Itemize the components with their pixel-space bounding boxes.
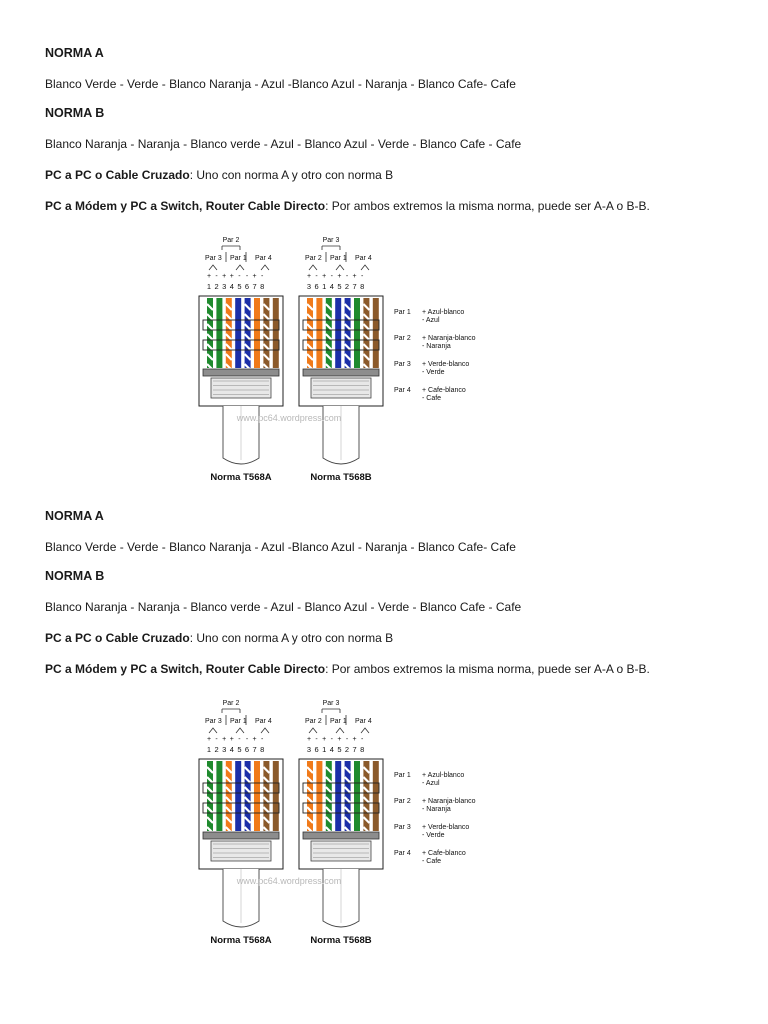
polarity-sign: + [222, 273, 227, 280]
wire-solid [273, 298, 279, 368]
polarity-sign: - [215, 736, 218, 743]
polarity-sign: + [222, 736, 227, 743]
polarity-sign: + [252, 273, 257, 280]
polarity-sign: + [322, 736, 327, 743]
pin-number: 4 [329, 282, 334, 291]
crimp-bar [203, 369, 279, 376]
pair-mid-label: Par 1 [330, 718, 347, 725]
polarity-sign: + [206, 273, 212, 280]
rj45-diagram [195, 691, 495, 958]
legend-minus: - Naranja [422, 806, 451, 813]
pair-caret [236, 265, 244, 270]
standard-caption: Norma T568A [210, 935, 272, 946]
legend-minus: - Cafe [422, 395, 442, 402]
wire-solid [316, 298, 322, 368]
polarity-sign: - [315, 273, 318, 280]
pair-top-bracket [222, 246, 240, 250]
norma-a-heading: NORMA A [45, 509, 104, 523]
wire-solid [235, 298, 241, 368]
polarity-sign: - [261, 736, 264, 743]
norma-b-heading: NORMA B [45, 106, 105, 120]
pin-number: 5 [337, 282, 342, 291]
polarity-sign: + [229, 273, 234, 280]
wire-solid [254, 298, 260, 368]
norma-b-text: Blanco Naranja - Naranja - Blanco verde - Azul - Blanco Azul - Verde - Blanco Cafe - Cafe [45, 137, 522, 151]
wire-solid [216, 761, 222, 831]
pair-caret [261, 728, 269, 733]
norma-b-text: Blanco Naranja - Naranja - Blanco verde - Azul - Blanco Azul - Verde - Blanco Cafe - Cafe [45, 600, 522, 614]
pair-mid-label: Par 1 [330, 255, 347, 262]
pin-number: 4 [229, 745, 234, 754]
polarity-sign: - [245, 736, 249, 743]
legend-minus: - Azul [422, 317, 440, 324]
pair-left-label: Par 3 [205, 718, 222, 725]
cruzado-paragraph [45, 168, 393, 183]
legend-minus: - Naranja [422, 343, 451, 350]
legend-plus: + Azul-blanco [422, 309, 465, 316]
pair-top-bracket [322, 246, 340, 250]
pin-number: 7 [252, 745, 257, 754]
pin-number: 2 [344, 745, 350, 754]
polarity-sign: + [229, 736, 234, 743]
t568b-connector [299, 237, 383, 483]
directo-paragraph [45, 662, 650, 677]
pair-top-bracket [322, 709, 340, 713]
polarity-sign: - [345, 273, 349, 280]
cruzado-label: PC a PC o Cable Cruzado [45, 631, 190, 645]
wire-solid [235, 761, 241, 831]
polarity-sign: + [252, 736, 257, 743]
pair-caret [209, 728, 217, 733]
pair-caret [309, 728, 317, 733]
pin-number: 1 [206, 282, 212, 291]
wire-solid [335, 298, 341, 368]
pin-number: 8 [260, 745, 265, 754]
crimp-bar [303, 369, 379, 376]
legend-pair: Par 1 [394, 772, 411, 779]
directo-label: PC a Módem y PC a Switch, Router Cable Directo [45, 662, 326, 676]
polarity-sign: + [322, 273, 327, 280]
pair-right-label: Par 4 [255, 718, 272, 725]
norma-a-heading: NORMA A [45, 46, 104, 60]
pair-mid-label: Par 1 [230, 255, 247, 262]
directo-text: : Por ambos extremos la misma norma, puede ser A-A o B-B. [325, 662, 650, 676]
rj45-svg [195, 228, 495, 490]
pair-caret [309, 265, 317, 270]
legend-pair: Par 1 [394, 309, 411, 316]
polarity-sign: - [361, 736, 364, 743]
polarity-sign: - [238, 736, 241, 743]
pin-number: 2 [214, 282, 219, 291]
directo-text: : Por ambos extremos la misma norma, puede ser A-A o B-B. [325, 199, 650, 213]
legend-plus: + Azul-blanco [422, 772, 465, 779]
pin-number: 2 [344, 282, 350, 291]
pin-number: 6 [244, 745, 250, 754]
pin-number: 3 [306, 745, 312, 754]
polarity-sign: + [206, 736, 212, 743]
pin-number: 6 [314, 282, 319, 291]
legend-minus: - Verde [422, 832, 445, 839]
wire-solid [316, 761, 322, 831]
legend-pair: Par 2 [394, 798, 411, 805]
cruzado-text: : Uno con norma A y otro con norma B [189, 631, 394, 645]
pin-number: 1 [206, 745, 212, 754]
pair-caret [209, 265, 217, 270]
pin-number: 7 [352, 282, 357, 291]
pin-number: 3 [306, 282, 312, 291]
pin-number: 5 [237, 282, 242, 291]
polarity-sign: - [245, 273, 249, 280]
legend-plus: + Verde-blanco [422, 824, 470, 831]
t568a-connector [199, 700, 283, 946]
pair-right-label: Par 4 [255, 255, 272, 262]
pin-number: 5 [237, 745, 242, 754]
legend-plus: + Cafe-blanco [422, 850, 466, 857]
pin-number: 1 [322, 745, 327, 754]
pin-number: 1 [322, 282, 327, 291]
pair-caret [361, 728, 369, 733]
pin-number: 3 [222, 282, 227, 291]
standard-caption: Norma T568A [210, 472, 272, 483]
pair-caret [261, 265, 269, 270]
pin-number: 6 [314, 745, 319, 754]
pair-right-label: Par 4 [355, 255, 372, 262]
wire-solid [354, 298, 360, 368]
polarity-sign: + [352, 273, 357, 280]
pair-left-label: Par 2 [305, 255, 322, 262]
polarity-sign: + [337, 273, 342, 280]
wire-solid [335, 761, 341, 831]
wire-solid [216, 298, 222, 368]
crimp-bar [303, 832, 379, 839]
pin-number: 8 [260, 282, 265, 291]
wire-solid [273, 761, 279, 831]
t568b-connector [299, 700, 383, 946]
pin-number: 2 [214, 745, 219, 754]
pair-caret [336, 728, 344, 733]
polarity-sign: - [345, 736, 349, 743]
pair-top-bracket [222, 709, 240, 713]
pin-number: 8 [360, 282, 365, 291]
pin-number: 6 [244, 282, 250, 291]
wire-solid [373, 761, 379, 831]
rj45-svg [195, 691, 495, 953]
legend-minus: - Cafe [422, 858, 442, 865]
pair-right-label: Par 4 [355, 718, 372, 725]
polarity-sign: + [306, 273, 312, 280]
legend-plus: + Cafe-blanco [422, 387, 466, 394]
polarity-sign: - [330, 273, 333, 280]
legend-pair: Par 3 [394, 824, 411, 831]
watermark-text: www.pc64.wordpress.com [236, 876, 342, 886]
rj45-diagram [195, 228, 495, 495]
standard-caption: Norma T568B [310, 472, 372, 483]
wire-solid [373, 298, 379, 368]
pin-number: 5 [337, 745, 342, 754]
cruzado-paragraph [45, 631, 393, 646]
norma-b-heading: NORMA B [45, 569, 105, 583]
polarity-sign: + [352, 736, 357, 743]
legend-plus: + Naranja-blanco [422, 798, 476, 805]
legend-pair: Par 3 [394, 361, 411, 368]
directo-label: PC a Módem y PC a Switch, Router Cable Directo [45, 199, 326, 213]
pair-caret [336, 265, 344, 270]
wire-solid [354, 761, 360, 831]
pin-number: 7 [352, 745, 357, 754]
pair-caret [361, 265, 369, 270]
polarity-sign: - [330, 736, 333, 743]
cruzado-label: PC a PC o Cable Cruzado [45, 168, 190, 182]
legend-plus: + Naranja-blanco [422, 335, 476, 342]
legend-plus: + Verde-blanco [422, 361, 470, 368]
directo-paragraph [45, 199, 650, 214]
pin-number: 7 [252, 282, 257, 291]
pair-top-label: Par 3 [322, 700, 340, 707]
pin-number: 4 [329, 745, 334, 754]
pin-number: 3 [222, 745, 227, 754]
standard-caption: Norma T568B [310, 935, 372, 946]
pair-left-label: Par 2 [305, 718, 322, 725]
legend-pair: Par 4 [394, 387, 411, 394]
pair-top-label: Par 2 [222, 700, 240, 707]
pair-caret [236, 728, 244, 733]
polarity-sign: - [261, 273, 264, 280]
legend-pair: Par 4 [394, 850, 411, 857]
pair-left-label: Par 3 [205, 255, 222, 262]
polarity-sign: - [315, 736, 318, 743]
legend-minus: - Azul [422, 780, 440, 787]
polarity-sign: - [361, 273, 364, 280]
pair-mid-label: Par 1 [230, 718, 247, 725]
polarity-sign: - [215, 273, 218, 280]
pin-number: 8 [360, 745, 365, 754]
legend-pair: Par 2 [394, 335, 411, 342]
norma-a-text: Blanco Verde - Verde - Blanco Naranja - Azul -Blanco Azul - Naranja - Blanco Cafe- Cafe [45, 77, 516, 91]
polarity-sign: + [306, 736, 312, 743]
cruzado-text: : Uno con norma A y otro con norma B [189, 168, 394, 182]
polarity-sign: - [238, 273, 241, 280]
t568a-connector [199, 237, 283, 483]
norma-a-text: Blanco Verde - Verde - Blanco Naranja - Azul -Blanco Azul - Naranja - Blanco Cafe- Cafe [45, 540, 516, 554]
pair-top-label: Par 3 [322, 237, 340, 244]
wire-solid [254, 761, 260, 831]
pin-number: 4 [229, 282, 234, 291]
crimp-bar [203, 832, 279, 839]
legend-minus: - Verde [422, 369, 445, 376]
watermark-text: www.pc64.wordpress.com [236, 413, 342, 423]
polarity-sign: + [337, 736, 342, 743]
pair-top-label: Par 2 [222, 237, 240, 244]
